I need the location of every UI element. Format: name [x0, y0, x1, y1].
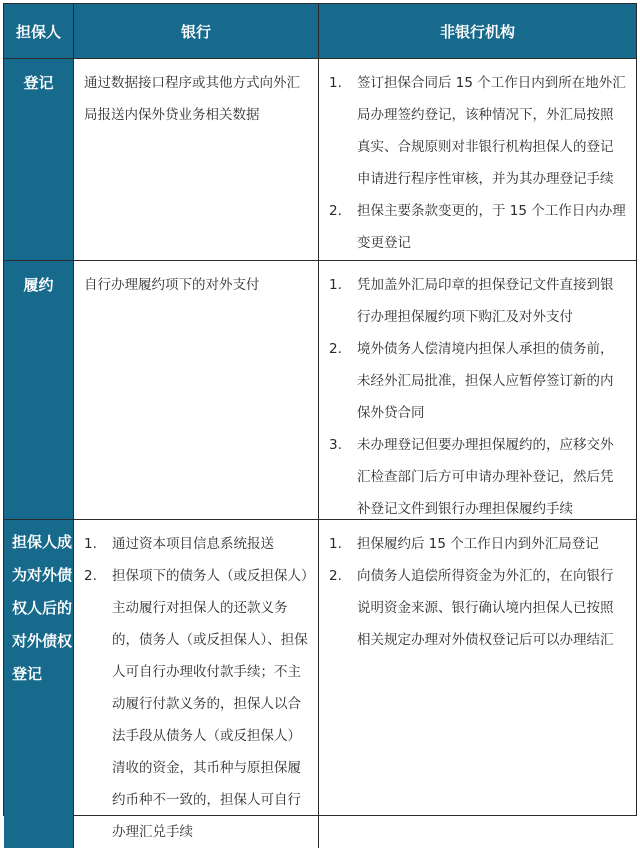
registration-nonbank: [319, 59, 636, 261]
list-item: 1. 签订担保合同后 15 个工作日内到所在地外汇局办理签约登记，该种情况下，外汇局按照真实、合规原则对非银行机构担保人的登记申请进行程序性审核，并为其办理登记手续: [329, 75, 626, 187]
header-bank: 银行: [74, 4, 319, 59]
list-item: 1. 通过资本项目信息系统报送: [84, 536, 274, 552]
performance-nonbank: [319, 261, 636, 520]
creditor-bank: [74, 520, 319, 848]
list-item: 2. 向债务人追偿所得资金为外汇的，在向银行说明资金来源、银行确认境内担保人已按照相关规定办理对外债权登记后可以办理结汇: [329, 568, 614, 648]
header-guarantor: 担保人: [4, 4, 74, 59]
list-item: 1. 担保履约后 15 个工作日内到外汇局登记: [329, 536, 599, 552]
list-item: 1. 凭加盖外汇局印章的担保登记文件直接到银行办理担保履约项下购汇及对外支付: [329, 277, 614, 325]
list-item: 3. 未办理登记但要办理担保履约的，应移交外汇检查部门后方可申请办理补登记，然后凭补登记文件到银行办理担保履约手续: [329, 437, 614, 517]
registration-bank-text: 通过数据接口程序或其他方式向外汇局报送内保外贷业务相关数据: [74, 59, 319, 261]
list-item: 2. 担保主要条款变更的，于 15 个工作日内办理变更登记: [329, 203, 626, 251]
performance-bank-text: 自行办理履约项下的对外支付: [74, 261, 319, 520]
row-label-performance: 履约: [4, 261, 74, 520]
guarantee-comparison-table: [3, 3, 637, 840]
creditor-nonbank: [319, 520, 636, 848]
list-item: 2. 境外债务人偿清境内担保人承担的债务前，未经外汇局批准，担保人应暂停签订新的内保外贷合同: [329, 341, 614, 421]
row-label-registration: 登记: [4, 59, 74, 261]
row-label-creditor-registration: 担保人成为对外债权人后的对外债权登记: [4, 520, 74, 848]
list-item: 2. 担保项下的债务人（或反担保人）主动履行对担保人的还款义务的，债务人（或反担保人）、担保人可自行办理收付款手续；不主动履行付款义务的，担保人以合法手段从债务人（或反担保人）清收的资金，其币种与原担保履约币种不一致的，担保人可自行办理汇兑手续: [84, 568, 308, 840]
header-nonbank: 非银行机构: [319, 4, 636, 59]
